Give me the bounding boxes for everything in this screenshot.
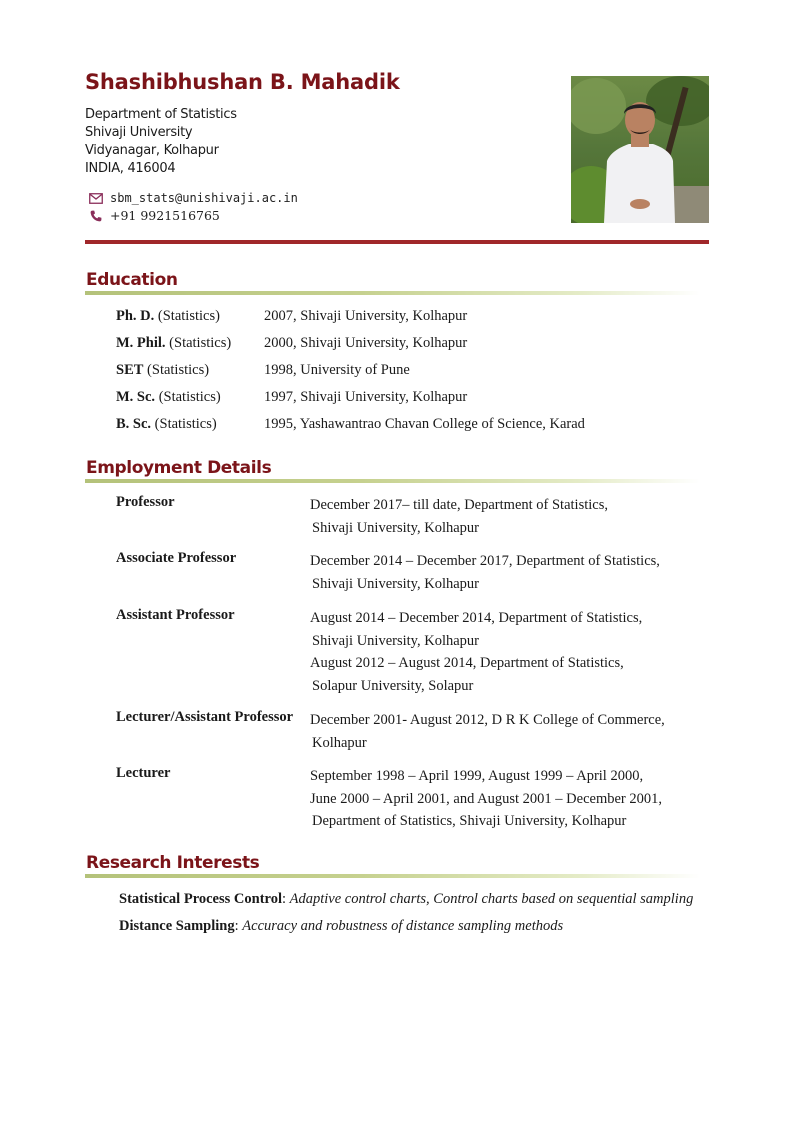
- research-item: [119, 918, 563, 935]
- address-line: INDIA, 416004: [85, 161, 176, 176]
- position-detail: June 2000 – April 2001, and August 2001 – December 2001,: [310, 790, 662, 807]
- header-divider: [85, 240, 709, 244]
- position-detail: December 2017– till date, Department of Statistics,: [310, 497, 608, 513]
- phone-number[interactable]: +91 9921516765: [110, 208, 220, 223]
- position-detail: December 2014 – December 2017, Department of Statistics,: [310, 553, 660, 569]
- position-detail: Solapur University, Solapur: [312, 677, 474, 694]
- research-area: Statistical Process Control: [119, 891, 282, 907]
- address-line: Vidyanagar, Kolhapur: [85, 143, 219, 158]
- position-detail: Kolhapur: [312, 734, 367, 751]
- separator: :: [234, 918, 243, 934]
- education-rule: [85, 291, 700, 295]
- position-detail: Shivaji University, Kolhapur: [312, 519, 479, 536]
- phone-row[interactable]: [88, 207, 298, 225]
- education-detail: 1995, Yashawantrao Chavan College of Science, Karad: [264, 416, 585, 432]
- subject: (Statistics): [143, 362, 210, 378]
- envelope-icon: [88, 191, 104, 205]
- position-detail: September 1998 – April 1999, August 1999 – April 2000,: [310, 768, 644, 784]
- degree: M. Phil.: [116, 335, 166, 351]
- address-block: [85, 106, 237, 178]
- address-line: Shivaji University: [85, 125, 193, 140]
- degree: B. Sc.: [116, 416, 152, 432]
- contact-block: [88, 189, 298, 225]
- position-title: Assistant Professor: [116, 607, 235, 623]
- degree: Ph. D.: [116, 308, 155, 324]
- profile-photo: [571, 76, 709, 223]
- research-item: [119, 891, 693, 908]
- research-area: Distance Sampling: [119, 918, 235, 934]
- position-detail: August 2014 – December 2014, Department of Statistics,: [310, 610, 643, 626]
- separator: :: [281, 891, 290, 907]
- research-topics: Accuracy and robustness of distance sampling methods: [242, 918, 564, 934]
- degree: SET: [116, 362, 144, 378]
- email-link[interactable]: sbm_stats@unishivaji.ac.in: [110, 191, 298, 205]
- education-detail: 1997, Shivaji University, Kolhapur: [264, 389, 468, 405]
- employment-heading: Employment Details: [86, 458, 272, 478]
- employment-rule: [85, 479, 700, 483]
- position-title: Associate Professor: [116, 550, 237, 566]
- education-detail: 2007, Shivaji University, Kolhapur: [264, 308, 468, 324]
- position-title: Lecturer/Assistant Professor: [116, 709, 294, 725]
- degree: M. Sc.: [116, 389, 156, 405]
- person-name: Shashibhushan B. Mahadik: [85, 70, 400, 94]
- phone-icon: [88, 209, 104, 223]
- email-row[interactable]: [88, 189, 298, 207]
- position-title: Lecturer: [116, 765, 171, 781]
- education-heading: Education: [86, 270, 178, 290]
- position-detail: August 2012 – August 2014, Department of Statistics,: [310, 655, 624, 671]
- research-topics: Adaptive control charts, Control charts based on sequential sampling: [289, 891, 694, 907]
- position-detail: December 2001- August 2012, D R K College of Commerce,: [310, 712, 665, 728]
- subject: (Statistics): [151, 416, 217, 432]
- position-title: Professor: [116, 494, 175, 510]
- subject: (Statistics): [154, 308, 220, 324]
- position-detail: Department of Statistics, Shivaji University, Kolhapur: [312, 813, 627, 829]
- subject: (Statistics): [165, 335, 232, 351]
- position-detail: Shivaji University, Kolhapur: [312, 632, 479, 649]
- research-rule: [85, 874, 700, 878]
- position-detail: Shivaji University, Kolhapur: [312, 575, 479, 592]
- subject: (Statistics): [155, 389, 221, 405]
- research-heading: Research Interests: [86, 853, 260, 873]
- education-detail: 2000, Shivaji University, Kolhapur: [264, 335, 468, 351]
- address-line: Department of Statistics: [85, 107, 237, 122]
- education-detail: 1998, University of Pune: [264, 362, 410, 378]
